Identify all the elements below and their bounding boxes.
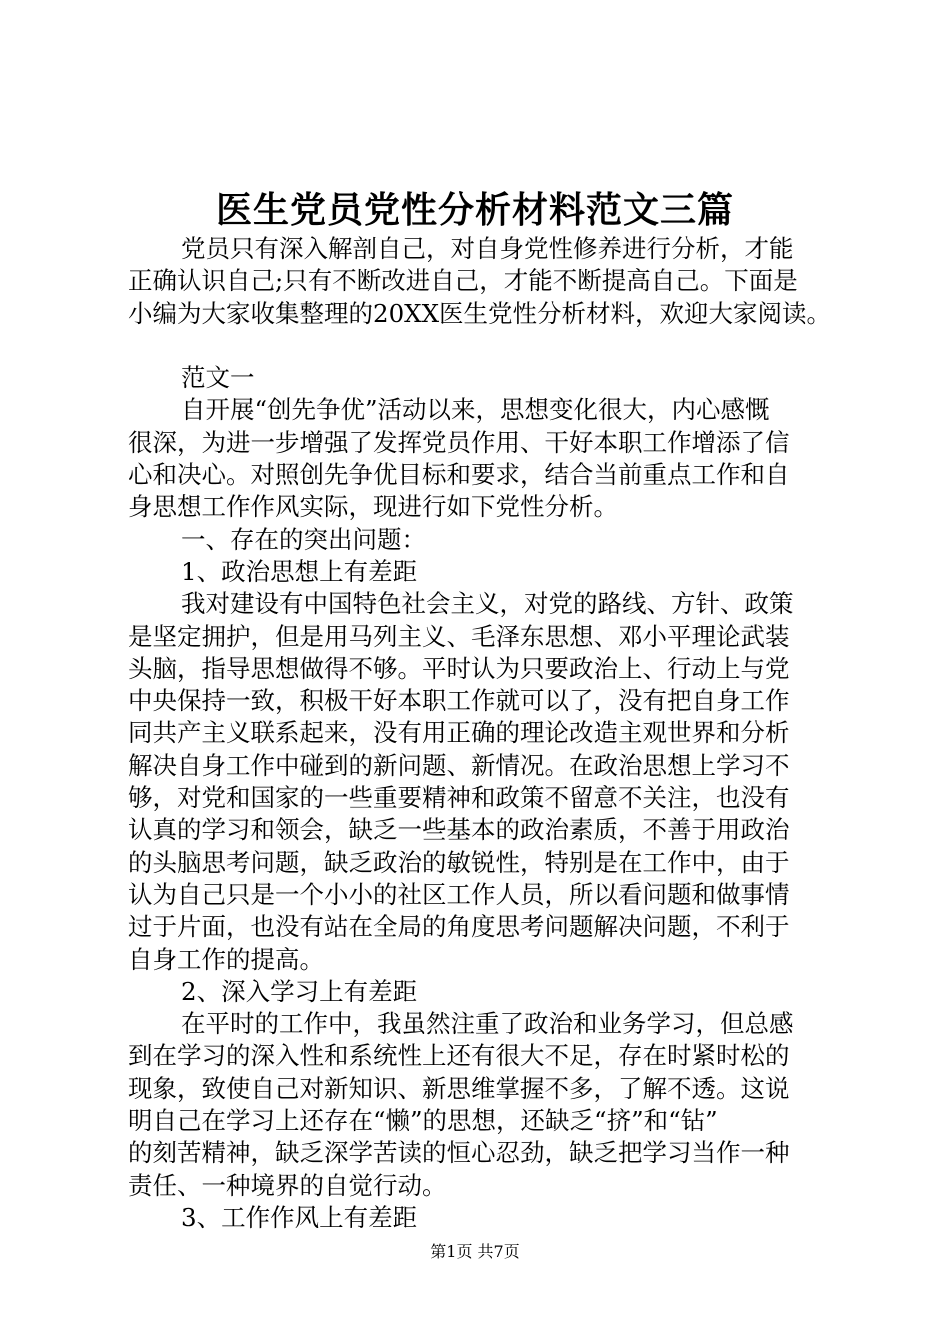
paragraph-line: 同共产主义联系起来，没有用正确的理论改造主观世界和分析 <box>128 718 790 748</box>
page-number-footer: 第1页 共7页 <box>430 1242 520 1261</box>
paragraph-line: 责任、一种境界的自觉行动。 <box>128 1170 447 1200</box>
paragraph-line: 的头脑思考问题，缺乏政治的敏锐性，特别是在工作中，由于 <box>128 847 790 877</box>
paragraph-line: 是坚定拥护，但是用马列主义、毛泽东思想、邓小平理论武装 <box>128 621 790 651</box>
paragraph-line: 自开展“创先争优”活动以来，思想变化很大，内心感慨 <box>181 395 770 425</box>
document-body <box>128 233 832 1234</box>
subsection-heading: 3、工作作风上有差距 <box>181 1202 418 1232</box>
paragraph-line: 身思想工作作风实际，现进行如下党性分析。 <box>128 492 618 522</box>
paragraph-line: 过于片面，也没有站在全局的角度思考问题解决问题，不利于 <box>128 912 790 942</box>
paragraph-line: 党员只有深入解剖自己，对自身党性修养进行分析，才能 <box>181 234 794 263</box>
paragraph-line: 够，对党和国家的一些重要精神和政策不留意不关注，也没有 <box>128 783 790 813</box>
paragraph-line: 头脑，指导思想做得不够。平时认为只要政治上、行动上与党 <box>128 653 790 683</box>
paragraph-line: 自身工作的提高。 <box>128 944 324 974</box>
paragraph-line: 正确认识自己;只有不断改进自己，才能不断提高自己。下面是 <box>128 266 798 296</box>
paragraph-line: 小编为大家收集整理的20XX医生党性分析材料，欢迎大家阅读。 <box>128 298 832 328</box>
subsection-heading: 1、政治思想上有差距 <box>181 556 418 586</box>
document-title: 医生党员党性分析材料范文三篇 <box>215 189 734 231</box>
paragraph-line: 心和决心。对照创先争优目标和要求，结合当前重点工作和自 <box>128 460 790 490</box>
paragraph-line: 我对建设有中国特色社会主义，对党的路线、方针、政策 <box>181 589 794 619</box>
paragraph-line: 认真的学习和领会，缺乏一些基本的政治素质，不善于用政治 <box>128 815 790 845</box>
paragraph-line: 到在学习的深入性和系统性上还有很大不足，存在时紧时松的 <box>128 1041 790 1071</box>
paragraph-line: 明自己在学习上还存在“懒”的思想，还缺乏“挤”和“钻” <box>128 1106 718 1136</box>
subsection-heading: 2、深入学习上有差距 <box>181 976 418 1006</box>
paragraph-line: 在平时的工作中，我虽然注重了政治和业务学习，但总感 <box>181 1009 794 1039</box>
paragraph-line: 解决自身工作中碰到的新问题、新情况。在政治思想上学习不 <box>128 750 790 780</box>
paragraph-line: 认为自己只是一个小小的社区工作人员，所以看问题和做事情 <box>128 879 790 909</box>
paragraph-line: 中央保持一致，积极干好本职工作就可以了，没有把自身工作 <box>128 686 790 716</box>
paragraph-line: 很深，为进一步增强了发挥党员作用、干好本职工作增添了信 <box>128 427 790 457</box>
blank-line <box>128 330 828 362</box>
paragraph-line: 的刻苦精神，缺乏深学苦读的恒心忍劲，缺乏把学习当作一种 <box>128 1138 790 1168</box>
section-heading: 范文一 <box>181 363 255 393</box>
paragraph-line: 现象，致使自己对新知识、新思维掌握不多，了解不透。这说 <box>128 1073 790 1103</box>
section-heading: 一、存在的突出问题： <box>181 524 426 554</box>
